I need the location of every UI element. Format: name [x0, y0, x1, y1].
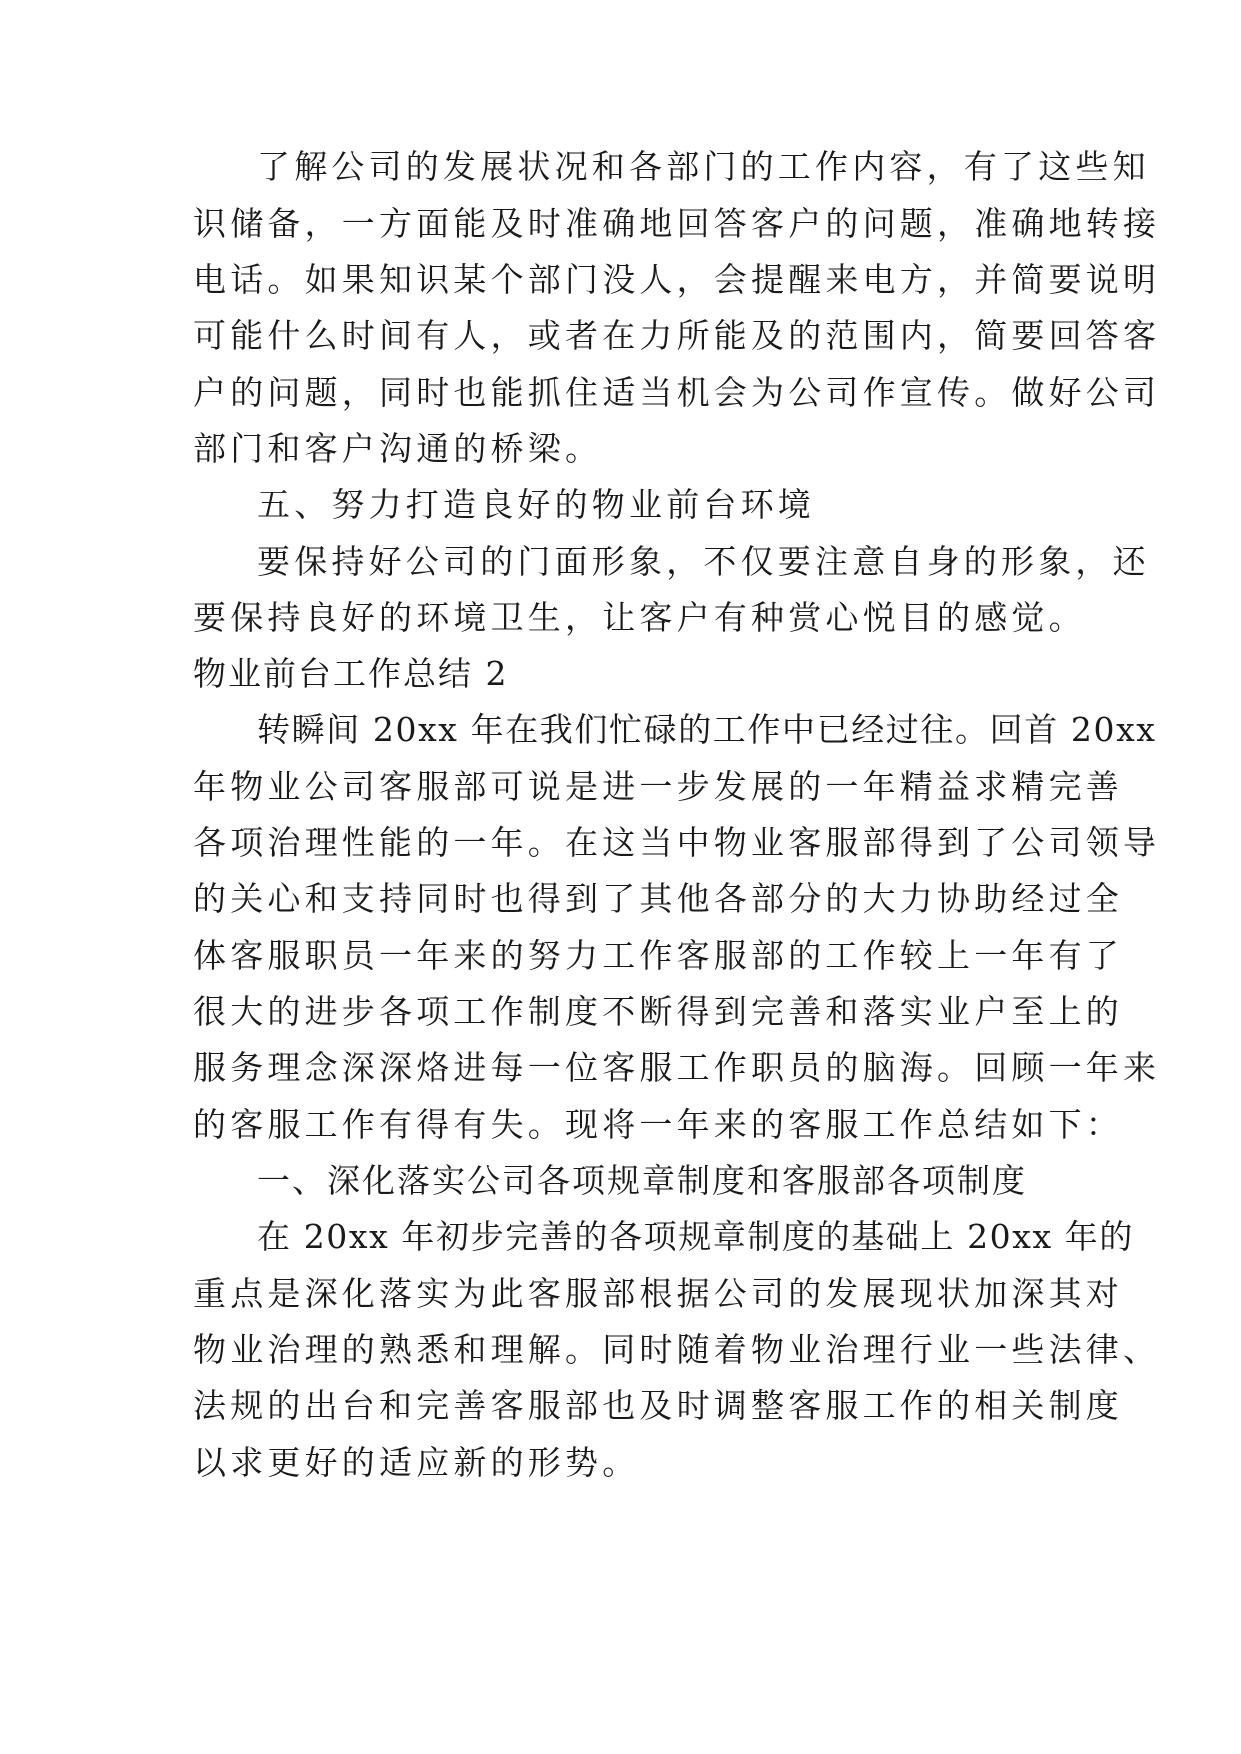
paragraph-line: 很大的进步各项工作制度不断得到完善和落实业户至上的	[193, 992, 1123, 1031]
paragraph-line: 在 20xx 年初步完善的各项规章制度的基础上 20xx 年的	[257, 1217, 1134, 1256]
paragraph-line: 物业治理的熟悉和理解。同时随着物业治理行业一些法律、	[193, 1330, 1161, 1369]
paragraph-line: 法规的出台和完善客服部也及时调整客服工作的相关制度	[193, 1386, 1123, 1425]
paragraph-line: 可能什么时间有人，或者在力所能及的范围内，简要回答客	[193, 316, 1161, 355]
paragraph-line: 的客服工作有得有失。现将一年来的客服工作总结如下：	[193, 1105, 1123, 1144]
paragraph-line: 识储备，一方面能及时准确地回答客户的问题，准确地转接	[193, 204, 1161, 243]
paragraph-line: 要保持好公司的门面形象，不仅要注意自身的形象，还	[257, 542, 1150, 581]
paragraph-line: 要保持良好的环境卫生，让客户有种赏心悦目的感觉。	[193, 598, 1086, 637]
paragraph-line: 转瞬间 20xx 年在我们忙碌的工作中已经过往。回首 20xx	[257, 710, 1157, 749]
paragraph-line: 年物业公司客服部可说是进一步发展的一年精益求精完善	[193, 767, 1123, 806]
paragraph-line: 部门和客户沟通的桥梁。	[193, 429, 603, 468]
paragraph-line: 各项治理性能的一年。在这当中物业客服部得到了公司领导	[193, 823, 1161, 862]
section-heading: 一、深化落实公司各项规章制度和客服部各项制度	[257, 1161, 1027, 1200]
paragraph-line: 重点是深化落实为此客服部根据公司的发展现状加深其对	[193, 1274, 1123, 1313]
paragraph-line: 了解公司的发展状况和各部门的工作内容，有了这些知	[257, 147, 1150, 186]
paragraph-line: 电话。如果知识某个部门没人，会提醒来电方，并简要说明	[193, 260, 1161, 299]
paragraph-line: 的关心和支持同时也得到了其他各部分的大力协助经过全	[193, 879, 1123, 918]
paragraph-line: 体客服职员一年来的努力工作客服部的工作较上一年有了	[193, 936, 1123, 975]
paragraph-line: 户的问题，同时也能抓住适当机会为公司作宣传。做好公司	[193, 373, 1161, 412]
paragraph-line: 服务理念深深烙进每一位客服工作职员的脑海。回顾一年来	[193, 1048, 1161, 1087]
section-heading: 五、努力打造良好的物业前台环境	[257, 485, 815, 524]
document-title: 物业前台工作总结 2	[193, 654, 509, 693]
paragraph-line: 以求更好的适应新的形势。	[193, 1443, 640, 1482]
